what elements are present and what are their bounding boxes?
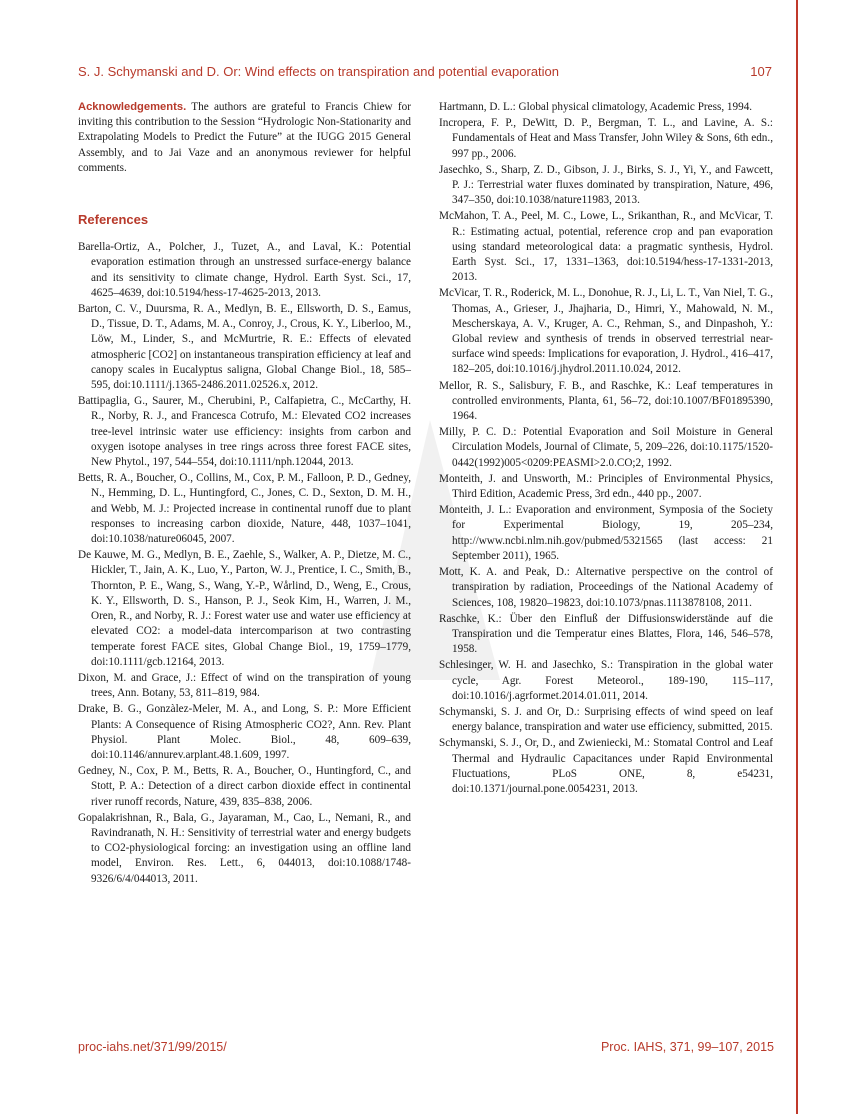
acknowledgements-heading: Acknowledgements.: [78, 101, 187, 113]
reference-list-left: [78, 240, 411, 887]
references-heading: References: [78, 212, 149, 228]
reference-entry: De Kauwe, M. G., Medlyn, B. E., Zaehle, S., Walker, A. P., Dietze, M. C., Hickler, T., Jain, A. K., Luo, Y., Parton, W. J., Prentice, I. C., Smith, B., Thornton, P. E., Wang, S., Wang, Y.-P., Wårlind, D., Weng, E., Crous, K. Y., Ellsworth, D. S., Hanson, P. J., Seok Kim, H., Warren, J. M., Oren, R., and Norby, R. J.: Forest water use and water use efficiency at elevated CO2: a model-data intercomparison at two contrasting temperate forest FACE sites, Global Change Biol., 19, 1759–1779, doi:10.1111/gcb.12164, 2013.: [78, 549, 411, 668]
reference-entry: Mellor, R. S., Salisbury, F. B., and Raschke, K.: Leaf temperatures in controlled environments, Planta, 61, 56–72, doi:10.1007/BF01895390, 1964.: [439, 379, 773, 423]
reference-entry: Gopalakrishnan, R., Bala, G., Jayaraman, M., Cao, L., Nemani, R., and Ravindranath, N. H.: Sensitivity of terrestrial water and energy budgets to CO2-physiological forcing: an investigation using an offline land model, Environ. Res. Lett., 6, 044013, doi:10.1088/1748-9326/6/4/044013, 2011.: [78, 811, 411, 885]
reference-entry: Betts, R. A., Boucher, O., Collins, M., Cox, P. M., Falloon, P. D., Gedney, N., Hemming, D. L., Huntingford, C., Jones, C. D., Sexton, D. M. H., and Webb, M. J.: Projected increase in continental runoff due to plant responses to increasing carbon dioxide, Nature, 448, 1037–1041, doi:10.1038/nature06045, 2007.: [78, 472, 411, 546]
acknowledgements-text: The authors are grateful to Francis Chiew for inviting this contribution to the Session “Hydrologic Non-Stationarity and Extrapolating Models to Predict the Future” at the IUGG 2015 General Assembly, and to Jai Vaze and an anonymous reviewer for helpful comments.: [78, 101, 411, 174]
reference-entry: Gedney, N., Cox, P. M., Betts, R. A., Boucher, O., Huntingford, C., and Stott, P. A.: Detection of a direct carbon dioxide effect in continental river runoff records, Nature, 439, 835–838, 2006.: [78, 765, 411, 808]
reference-entry: Schlesinger, W. H. and Jasechko, S.: Transpiration in the global water cycle, Agr. Forest Meteorol., 189-190, 115–117, doi:10.1016/j.agrformet.2014.01.011, 2014.: [439, 659, 773, 702]
margin-rule: [796, 0, 798, 1114]
page-footer: [78, 1040, 774, 1058]
reference-entry: McMahon, T. A., Peel, M. C., Lowe, L., Srikanthan, R., and McVicar, T. R.: Estimating actual, potential, reference crop and pan evaporation using standard meteorological data: a pragmatic synthesis, Hydrol. Earth Syst. Sci., 17, 1331–1363, doi:10.5194/hess-17-1331-2013, 2013.: [439, 210, 773, 284]
reference-entry: Raschke, K.: Über den Einfluß der Diffusionswiderstände auf die Transpiration und die Temperatur eines Blattes, Flora, 146, 546–578, 1958.: [439, 612, 773, 656]
acknowledgements-paragraph: [78, 100, 411, 176]
reference-entry: Monteith, J. and Unsworth, M.: Principles of Environmental Physics, Third Edition, Academic Press, 3rd edn., 440 pp., 2007.: [439, 472, 773, 501]
reference-entry: Barton, C. V., Duursma, R. A., Medlyn, B. E., Ellsworth, D. S., Eamus, D., Tissue, D. T., Adams, M. A., Conroy, J., Crous, K. Y., Liberloo, M., Löw, M., Linder, S., and McMurtrie, R. E.: Effects of elevated atmospheric [CO2] on instantaneous transpiration efficiency at leaf and canopy scales in Eucalyptus saligna, Global Change Biol., 18, 585–595, doi:10.1111/j.1365-2486.2011.02526.x, 2012.: [78, 303, 411, 392]
reference-entry: Schymanski, S. J., Or, D., and Zwieniecki, M.: Stomatal Control and Leaf Thermal and Hydraulic Capacitances under Rapid Environmental Fluctuations, PLoS ONE, 8, e54231, doi:10.1371/journal.pone.0054231, 2013.: [439, 737, 773, 795]
reference-entry: Battipaglia, G., Saurer, M., Cherubini, P., Calfapietra, C., McCarthy, H. R., Norby, R. J., and Francesca Cotrufo, M.: Elevated CO2 increases tree-level intrinsic water use efficiency: insights from carbon and oxygen isotope analyses in tree rings across three forest FACE sites, New Phytol., 197, 544–554, doi:10.1111/nph.12044, 2013.: [78, 395, 411, 469]
page-number: 107: [750, 64, 772, 79]
reference-entry: Jasechko, S., Sharp, Z. D., Gibson, J. J., Birks, S. J., Yi, Y., and Fawcett, P. J.: Terrestrial water fluxes dominated by transpiration, Nature, 496, 347–350, doi:10.1038/nature11983, 2013.: [439, 163, 773, 207]
reference-entry: Mott, K. A. and Peak, D.: Alternative perspective on the control of transpiration by radiation, Proceedings of the National Academy of Sciences, 108, 19820–19823, doi:10.1073/pnas.1113878108, 2011.: [439, 566, 773, 609]
footer-url[interactable]: proc-iahs.net/371/99/2015/: [78, 1040, 227, 1054]
running-header: [78, 64, 772, 82]
footer-citation: Proc. IAHS, 371, 99–107, 2015: [600, 1040, 774, 1054]
reference-entry: Incropera, F. P., DeWitt, D. P., Bergman, T. L., and Lavine, A. S.: Fundamentals of Heat and Mass Transfer, John Wiley & Sons, 6th edn., 997 pp., 2006.: [439, 117, 773, 160]
reference-entry: Dixon, M. and Grace, J.: Effect of wind on the transpiration of young trees, Ann. Botany, 53, 811–819, 984.: [78, 671, 411, 700]
left-column: [78, 100, 411, 888]
reference-entry: McVicar, T. R., Roderick, M. L., Donohue, R. J., Li, L. T., Van Niel, T. G., Thomas, A., Grieser, J., Jhajharia, D., Himri, Y., Mahowald, N. M., Mescherskaya, A. V., Kruger, A. C., Rehman, S., and Dinpashoh, Y.: Global review and synthesis of trends in observed terrestrial near-surface wind speeds: Implications for evaporation, J. Hydrol., 416–417, 182–205, doi:10.1016/j.jhydrol.2011.10.024, 2012.: [439, 287, 773, 376]
reference-entry: Hartmann, D. L.: Global physical climatology, Academic Press, 1994.: [439, 101, 753, 113]
reference-entry: Barella-Ortiz, A., Polcher, J., Tuzet, A., and Laval, K.: Potential evaporation estimation through an unstressed surface-energy balance and its sensitivity to climate change, Hydrol. Earth Syst. Sci., 17, 4625–4639, doi:10.5194/hess-17-4625-2013, 2013.: [78, 241, 411, 299]
right-column: [439, 100, 773, 798]
reference-entry: Milly, P. C. D.: Potential Evaporation and Soil Moisture in General Circulation Models, Journal of Climate, 5, 209–226, doi:10.1175/1520-0442(1992)005<0209:PEASMI>2.0.CO;2, 1992.: [439, 426, 773, 469]
running-title: S. J. Schymanski and D. Or: Wind effects on transpiration and potential evaporation: [78, 64, 560, 79]
reference-entry: Schymanski, S. J. and Or, D.: Surprising effects of wind speed on leaf energy balance, transpiration and water use efficiency, submitted, 2015.: [439, 705, 773, 734]
reference-entry: Drake, B. G., Gonzàlez-Meler, M. A., and Long, S. P.: More Efficient Plants: A Consequence of Rising Atmospheric CO2?, Ann. Rev. Plant Physiol. Plant Molec. Biol., 48, 609–639, doi:10.1146/annurev.arplant.48.1.609, 1997.: [78, 703, 411, 761]
reference-entry: Monteith, J. L.: Evaporation and environment, Symposia of the Society for Experimental Biology, 19, 205–234, http://www.ncbi.nlm.nih.gov/pubmed/5321565 (last access: 21 September 2011), 1965.: [439, 504, 773, 562]
reference-list-right: [439, 100, 773, 797]
